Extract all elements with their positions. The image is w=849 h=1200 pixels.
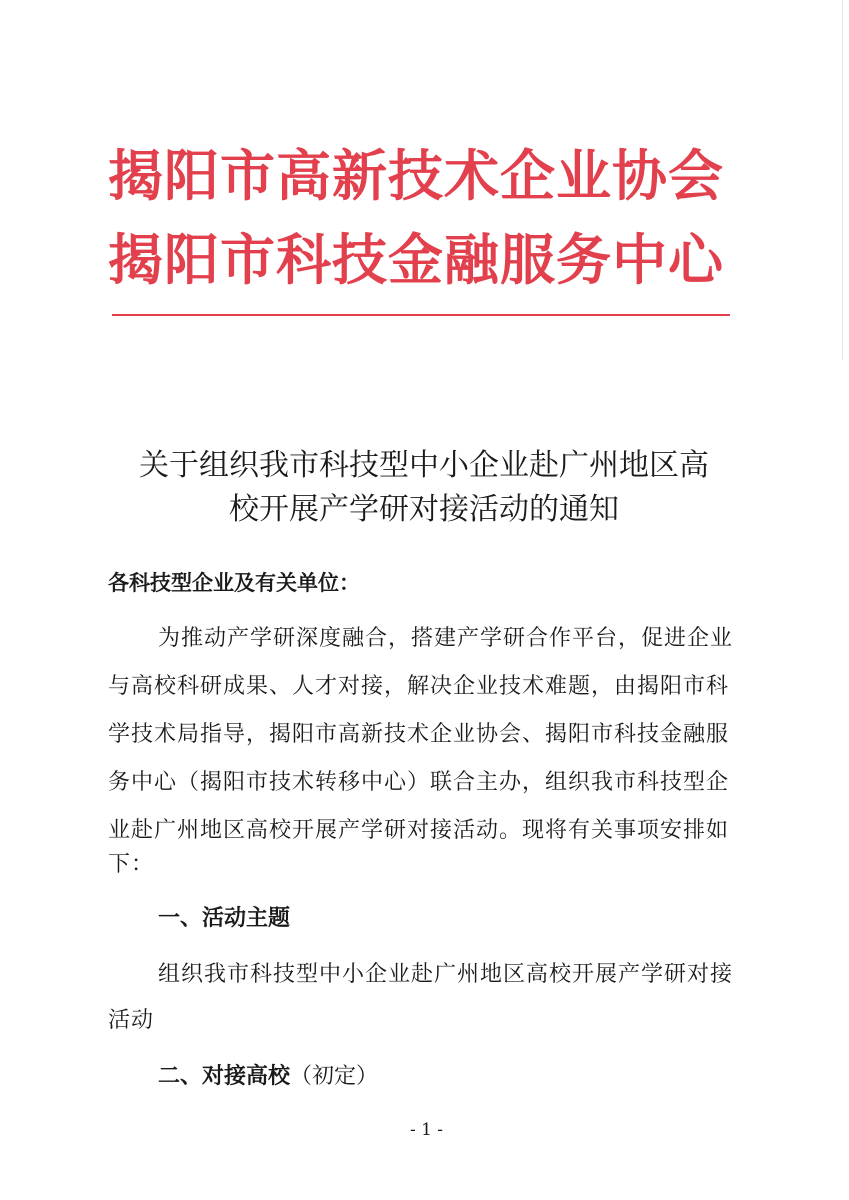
red-header-rule bbox=[112, 314, 730, 316]
paragraph-1-line: 下： bbox=[108, 852, 155, 877]
paragraph-1-line: 学技术局指导，揭阳市高新技术企业协会、揭阳市科技金融服 bbox=[108, 722, 730, 747]
page-number: - 1 - bbox=[409, 1120, 444, 1140]
page-edge-line bbox=[842, 0, 843, 360]
section-2-heading bbox=[158, 1060, 378, 1094]
paragraph-1-line: 业赴广州地区高校开展产学研对接活动。现将有关事项安排如 bbox=[108, 818, 730, 843]
org-name-line-2: 揭阳市科技金融服务中心 bbox=[108, 228, 725, 292]
document-title-line-1: 关于组织我市科技型中小企业赴广州地区高 bbox=[139, 448, 709, 483]
paragraph-1-line: 与高校科研成果、人才对接，解决企业技术难题，由揭阳市科 bbox=[108, 674, 730, 699]
document-title-line-2: 校开展产学研对接活动的通知 bbox=[229, 492, 619, 527]
section-1-line: 活动 bbox=[108, 1008, 155, 1033]
org-name-line-1: 揭阳市高新技术企业协会 bbox=[108, 144, 725, 208]
section-2-heading-note: （初定） bbox=[290, 1064, 379, 1089]
paragraph-1-line: 为推动产学研深度融合，搭建产学研合作平台，促进企业 bbox=[158, 626, 734, 651]
section-1-heading: 一、活动主题 bbox=[158, 906, 291, 931]
section-2-heading-text: 二、对接高校 bbox=[158, 1064, 291, 1089]
paragraph-1-line: 务中心（揭阳市技术转移中心）联合主办，组织我市科技型企 bbox=[108, 770, 730, 795]
section-1-line: 组织我市科技型中小企业赴广州地区高校开展产学研对接 bbox=[158, 962, 734, 987]
salutation: 各科技型企业及有关单位： bbox=[108, 571, 360, 595]
